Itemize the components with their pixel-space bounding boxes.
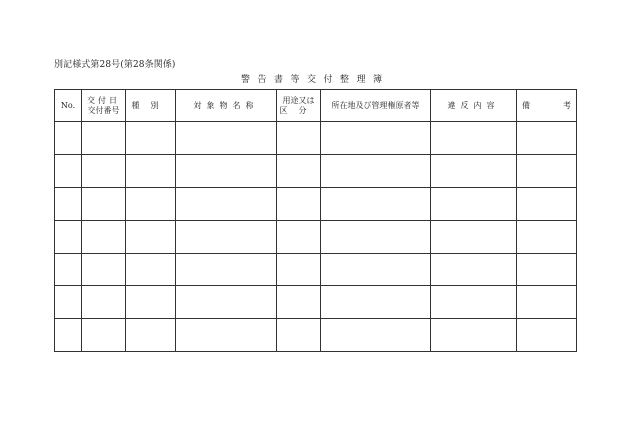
cell-object-name[interactable] [176, 122, 277, 155]
header-type [126, 90, 176, 122]
cell-location-owner[interactable] [321, 220, 431, 253]
cell-usage[interactable] [277, 220, 321, 253]
header-usage-line1: 用途又は [282, 95, 315, 105]
header-remarks-right: 考 [563, 100, 571, 110]
table-row [55, 319, 577, 352]
cell-remarks[interactable] [517, 220, 577, 253]
cell-type[interactable] [126, 220, 176, 253]
cell-remarks[interactable] [517, 286, 577, 319]
cell-violation[interactable] [431, 286, 517, 319]
form-title: 警告書等交付整理簿 [241, 75, 390, 85]
table-row [55, 187, 577, 220]
cell-type[interactable] [126, 154, 176, 187]
cell-remarks[interactable] [517, 154, 577, 187]
cell-usage[interactable] [277, 319, 321, 352]
cell-remarks[interactable] [517, 187, 577, 220]
cell-location-owner[interactable] [321, 122, 431, 155]
cell-location-owner[interactable] [321, 286, 431, 319]
table-row [55, 122, 577, 155]
cell-delivery[interactable] [82, 286, 126, 319]
cell-type[interactable] [126, 253, 176, 286]
cell-violation[interactable] [431, 220, 517, 253]
header-violation [431, 90, 517, 122]
cell-usage[interactable] [277, 253, 321, 286]
header-row [55, 90, 577, 122]
cell-remarks[interactable] [517, 122, 577, 155]
register-table [54, 89, 577, 352]
header-violation-label: 違反内容 [447, 100, 500, 110]
header-delivery-date [82, 90, 126, 122]
cell-delivery[interactable] [82, 154, 126, 187]
cell-object-name[interactable] [176, 187, 277, 220]
cell-delivery[interactable] [82, 319, 126, 352]
cell-no[interactable] [55, 122, 82, 155]
header-delivery-line1: 交付日 [87, 95, 120, 105]
cell-type[interactable] [126, 286, 176, 319]
cell-usage[interactable] [277, 154, 321, 187]
header-no: No. [55, 90, 82, 122]
cell-no[interactable] [55, 319, 82, 352]
cell-usage[interactable] [277, 122, 321, 155]
cell-delivery[interactable] [82, 253, 126, 286]
cell-location-owner[interactable] [321, 319, 431, 352]
cell-violation[interactable] [431, 154, 517, 187]
cell-object-name[interactable] [176, 286, 277, 319]
cell-location-owner[interactable] [321, 154, 431, 187]
header-location-owner: 所在地及び管理権原者等 [321, 90, 431, 122]
cell-location-owner[interactable] [321, 253, 431, 286]
cell-no[interactable] [55, 154, 82, 187]
cell-no[interactable] [55, 286, 82, 319]
register-body [55, 122, 577, 352]
cell-delivery[interactable] [82, 187, 126, 220]
cell-type[interactable] [126, 122, 176, 155]
cell-violation[interactable] [431, 253, 517, 286]
cell-type[interactable] [126, 187, 176, 220]
cell-usage[interactable] [277, 187, 321, 220]
cell-no[interactable] [55, 253, 82, 286]
header-usage [277, 90, 321, 122]
header-type-label: 種別 [131, 100, 170, 110]
cell-object-name[interactable] [176, 253, 277, 286]
table-row [55, 286, 577, 319]
cell-usage[interactable] [277, 286, 321, 319]
cell-no[interactable] [55, 220, 82, 253]
header-usage-line2: 区分 [279, 105, 318, 115]
header-delivery-line2: 交付番号 [87, 105, 120, 115]
cell-violation[interactable] [431, 319, 517, 352]
header-object-name-label: 対象物名称 [193, 100, 259, 110]
cell-object-name[interactable] [176, 220, 277, 253]
table-row [55, 253, 577, 286]
cell-remarks[interactable] [517, 319, 577, 352]
table-row [55, 154, 577, 187]
cell-violation[interactable] [431, 187, 517, 220]
cell-remarks[interactable] [517, 253, 577, 286]
header-object-name [176, 90, 277, 122]
header-remarks-left: 備 [522, 100, 530, 110]
cell-type[interactable] [126, 319, 176, 352]
cell-delivery[interactable] [82, 122, 126, 155]
cell-location-owner[interactable] [321, 187, 431, 220]
cell-object-name[interactable] [176, 154, 277, 187]
cell-object-name[interactable] [176, 319, 277, 352]
table-row [55, 220, 577, 253]
cell-violation[interactable] [431, 122, 517, 155]
cell-delivery[interactable] [82, 220, 126, 253]
form-caption: 別記様式第28号(第28条関係) [54, 60, 176, 70]
cell-no[interactable] [55, 187, 82, 220]
header-remarks [517, 90, 577, 122]
